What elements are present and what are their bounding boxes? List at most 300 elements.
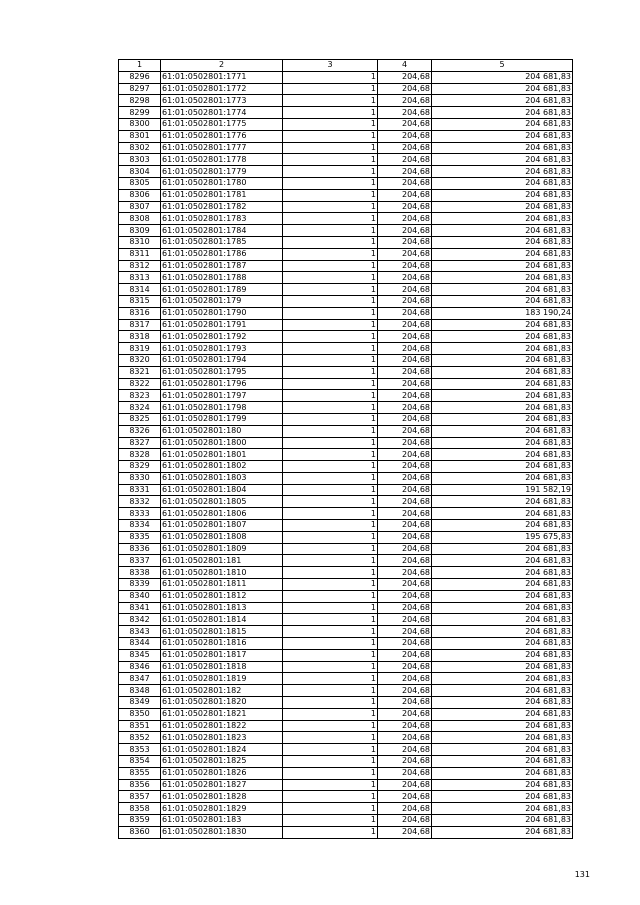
unit-value-cell: 204,68 <box>378 248 432 260</box>
cadastral-number-cell: 61:01:0502801:1810 <box>161 567 283 579</box>
quantity-cell: 1 <box>283 260 378 272</box>
quantity-cell: 1 <box>283 720 378 732</box>
table-row <box>119 744 573 756</box>
total-value-cell: 204 681,83 <box>432 166 573 178</box>
unit-value-cell: 204,68 <box>378 767 432 779</box>
unit-value-cell: 204,68 <box>378 343 432 355</box>
unit-value-cell: 204,68 <box>378 236 432 248</box>
cadastral-number-cell: 61:01:0502801:1782 <box>161 201 283 213</box>
total-value-cell: 204 681,83 <box>432 425 573 437</box>
unit-value-cell: 204,68 <box>378 732 432 744</box>
unit-value-cell: 204,68 <box>378 307 432 319</box>
row-number-cell: 8351 <box>119 720 161 732</box>
cadastral-number-cell: 61:01:0502801:1800 <box>161 437 283 449</box>
quantity-cell: 1 <box>283 756 378 768</box>
total-value-cell: 204 681,83 <box>432 366 573 378</box>
total-value-cell: 204 681,83 <box>432 602 573 614</box>
unit-value-cell: 204,68 <box>378 272 432 284</box>
header-col-1: 1 <box>119 60 161 72</box>
table-row <box>119 413 573 425</box>
cadastral-number-cell: 61:01:0502801:1827 <box>161 779 283 791</box>
quantity-cell: 1 <box>283 732 378 744</box>
row-number-cell: 8296 <box>119 71 161 83</box>
quantity-cell: 1 <box>283 83 378 95</box>
quantity-cell: 1 <box>283 425 378 437</box>
quantity-cell: 1 <box>283 472 378 484</box>
table-row <box>119 402 573 414</box>
total-value-cell: 204 681,83 <box>432 720 573 732</box>
total-value-cell: 204 681,83 <box>432 543 573 555</box>
unit-value-cell: 204,68 <box>378 803 432 815</box>
table-row <box>119 130 573 142</box>
unit-value-cell: 204,68 <box>378 708 432 720</box>
cadastral-number-cell: 61:01:0502801:1797 <box>161 390 283 402</box>
row-number-cell: 8300 <box>119 118 161 130</box>
cadastral-number-cell: 61:01:0502801:1772 <box>161 83 283 95</box>
total-value-cell: 204 681,83 <box>432 343 573 355</box>
total-value-cell: 204 681,83 <box>432 189 573 201</box>
total-value-cell: 204 681,83 <box>432 236 573 248</box>
header-col-2: 2 <box>161 60 283 72</box>
total-value-cell: 204 681,83 <box>432 826 573 838</box>
total-value-cell: 204 681,83 <box>432 461 573 473</box>
row-number-cell: 8331 <box>119 484 161 496</box>
unit-value-cell: 204,68 <box>378 107 432 119</box>
total-value-cell: 204 681,83 <box>432 154 573 166</box>
cadastral-number-cell: 61:01:0502801:1828 <box>161 791 283 803</box>
row-number-cell: 8328 <box>119 449 161 461</box>
total-value-cell: 204 681,83 <box>432 354 573 366</box>
row-number-cell: 8309 <box>119 225 161 237</box>
unit-value-cell: 204,68 <box>378 649 432 661</box>
table-row <box>119 189 573 201</box>
table-row <box>119 95 573 107</box>
row-number-cell: 8329 <box>119 461 161 473</box>
row-number-cell: 8360 <box>119 826 161 838</box>
total-value-cell: 204 681,83 <box>432 248 573 260</box>
cadastral-number-cell: 61:01:0502801:1815 <box>161 626 283 638</box>
quantity-cell: 1 <box>283 166 378 178</box>
table-row <box>119 815 573 827</box>
total-value-cell: 204 681,83 <box>432 437 573 449</box>
quantity-cell: 1 <box>283 437 378 449</box>
register-table <box>118 59 573 839</box>
cadastral-number-cell: 61:01:0502801:1790 <box>161 307 283 319</box>
total-value-cell: 204 681,83 <box>432 295 573 307</box>
total-value-cell: 204 681,83 <box>432 638 573 650</box>
table-row <box>119 531 573 543</box>
table-row <box>119 272 573 284</box>
total-value-cell: 204 681,83 <box>432 555 573 567</box>
table-row <box>119 579 573 591</box>
row-number-cell: 8304 <box>119 166 161 178</box>
row-number-cell: 8336 <box>119 543 161 555</box>
table-row <box>119 484 573 496</box>
quantity-cell: 1 <box>283 661 378 673</box>
total-value-cell: 204 681,83 <box>432 390 573 402</box>
table-row <box>119 461 573 473</box>
quantity-cell: 1 <box>283 449 378 461</box>
table-row <box>119 826 573 838</box>
unit-value-cell: 204,68 <box>378 154 432 166</box>
quantity-cell: 1 <box>283 543 378 555</box>
row-number-cell: 8337 <box>119 555 161 567</box>
row-number-cell: 8344 <box>119 638 161 650</box>
cadastral-number-cell: 61:01:0502801:1806 <box>161 508 283 520</box>
table-row <box>119 166 573 178</box>
cadastral-number-cell: 61:01:0502801:1771 <box>161 71 283 83</box>
unit-value-cell: 204,68 <box>378 295 432 307</box>
quantity-cell: 1 <box>283 154 378 166</box>
quantity-cell: 1 <box>283 118 378 130</box>
cadastral-number-cell: 61:01:0502801:1803 <box>161 472 283 484</box>
unit-value-cell: 204,68 <box>378 201 432 213</box>
unit-value-cell: 204,68 <box>378 555 432 567</box>
quantity-cell: 1 <box>283 626 378 638</box>
quantity-cell: 1 <box>283 142 378 154</box>
row-number-cell: 8326 <box>119 425 161 437</box>
total-value-cell: 204 681,83 <box>432 130 573 142</box>
row-number-cell: 8354 <box>119 756 161 768</box>
cadastral-number-cell: 61:01:0502801:180 <box>161 425 283 437</box>
row-number-cell: 8302 <box>119 142 161 154</box>
row-number-cell: 8308 <box>119 213 161 225</box>
cadastral-number-cell: 61:01:0502801:1826 <box>161 767 283 779</box>
table-row <box>119 366 573 378</box>
quantity-cell: 1 <box>283 461 378 473</box>
row-number-cell: 8333 <box>119 508 161 520</box>
cadastral-number-cell: 61:01:0502801:1780 <box>161 177 283 189</box>
quantity-cell: 1 <box>283 71 378 83</box>
quantity-cell: 1 <box>283 697 378 709</box>
table-row <box>119 708 573 720</box>
unit-value-cell: 204,68 <box>378 142 432 154</box>
cadastral-number-cell: 61:01:0502801:1789 <box>161 284 283 296</box>
unit-value-cell: 204,68 <box>378 260 432 272</box>
row-number-cell: 8341 <box>119 602 161 614</box>
quantity-cell: 1 <box>283 307 378 319</box>
unit-value-cell: 204,68 <box>378 71 432 83</box>
unit-value-cell: 204,68 <box>378 402 432 414</box>
total-value-cell: 204 681,83 <box>432 614 573 626</box>
unit-value-cell: 204,68 <box>378 508 432 520</box>
row-number-cell: 8345 <box>119 649 161 661</box>
unit-value-cell: 204,68 <box>378 437 432 449</box>
table-row <box>119 732 573 744</box>
total-value-cell: 204 681,83 <box>432 815 573 827</box>
unit-value-cell: 204,68 <box>378 130 432 142</box>
quantity-cell: 1 <box>283 343 378 355</box>
unit-value-cell: 204,68 <box>378 543 432 555</box>
unit-value-cell: 204,68 <box>378 756 432 768</box>
table-row <box>119 236 573 248</box>
quantity-cell: 1 <box>283 685 378 697</box>
table-row <box>119 756 573 768</box>
row-number-cell: 8355 <box>119 767 161 779</box>
table-row <box>119 449 573 461</box>
table-row <box>119 213 573 225</box>
cadastral-number-cell: 61:01:0502801:1808 <box>161 531 283 543</box>
total-value-cell: 195 675,83 <box>432 531 573 543</box>
total-value-cell: 204 681,83 <box>432 508 573 520</box>
row-number-cell: 8348 <box>119 685 161 697</box>
quantity-cell: 1 <box>283 295 378 307</box>
quantity-cell: 1 <box>283 331 378 343</box>
row-number-cell: 8310 <box>119 236 161 248</box>
quantity-cell: 1 <box>283 590 378 602</box>
quantity-cell: 1 <box>283 236 378 248</box>
cadastral-number-cell: 61:01:0502801:1777 <box>161 142 283 154</box>
quantity-cell: 1 <box>283 649 378 661</box>
cadastral-number-cell: 61:01:0502801:183 <box>161 815 283 827</box>
table-row <box>119 343 573 355</box>
quantity-cell: 1 <box>283 366 378 378</box>
cadastral-number-cell: 61:01:0502801:1774 <box>161 107 283 119</box>
unit-value-cell: 204,68 <box>378 225 432 237</box>
quantity-cell: 1 <box>283 602 378 614</box>
cadastral-number-cell: 61:01:0502801:1804 <box>161 484 283 496</box>
cadastral-number-cell: 61:01:0502801:1811 <box>161 579 283 591</box>
table-row <box>119 331 573 343</box>
unit-value-cell: 204,68 <box>378 425 432 437</box>
total-value-cell: 204 681,83 <box>432 95 573 107</box>
cadastral-number-cell: 61:01:0502801:181 <box>161 555 283 567</box>
total-value-cell: 204 681,83 <box>432 83 573 95</box>
cadastral-number-cell: 61:01:0502801:1792 <box>161 331 283 343</box>
total-value-cell: 204 681,83 <box>432 649 573 661</box>
total-value-cell: 204 681,83 <box>432 756 573 768</box>
cadastral-number-cell: 61:01:0502801:1812 <box>161 590 283 602</box>
table-row <box>119 496 573 508</box>
header-row <box>119 60 573 72</box>
table-row <box>119 425 573 437</box>
total-value-cell: 204 681,83 <box>432 496 573 508</box>
cadastral-number-cell: 61:01:0502801:1781 <box>161 189 283 201</box>
unit-value-cell: 204,68 <box>378 685 432 697</box>
total-value-cell: 204 681,83 <box>432 779 573 791</box>
quantity-cell: 1 <box>283 555 378 567</box>
unit-value-cell: 204,68 <box>378 638 432 650</box>
row-number-cell: 8343 <box>119 626 161 638</box>
table-row <box>119 626 573 638</box>
row-number-cell: 8352 <box>119 732 161 744</box>
table-row <box>119 602 573 614</box>
cadastral-number-cell: 61:01:0502801:1776 <box>161 130 283 142</box>
quantity-cell: 1 <box>283 272 378 284</box>
row-number-cell: 8325 <box>119 413 161 425</box>
row-number-cell: 8350 <box>119 708 161 720</box>
unit-value-cell: 204,68 <box>378 661 432 673</box>
unit-value-cell: 204,68 <box>378 118 432 130</box>
unit-value-cell: 204,68 <box>378 697 432 709</box>
cadastral-number-cell: 61:01:0502801:1829 <box>161 803 283 815</box>
cadastral-number-cell: 61:01:0502801:1786 <box>161 248 283 260</box>
unit-value-cell: 204,68 <box>378 166 432 178</box>
unit-value-cell: 204,68 <box>378 378 432 390</box>
cadastral-number-cell: 61:01:0502801:182 <box>161 685 283 697</box>
table-row <box>119 649 573 661</box>
quantity-cell: 1 <box>283 531 378 543</box>
quantity-cell: 1 <box>283 567 378 579</box>
quantity-cell: 1 <box>283 708 378 720</box>
total-value-cell: 204 681,83 <box>432 685 573 697</box>
table-row <box>119 567 573 579</box>
cadastral-number-cell: 61:01:0502801:1795 <box>161 366 283 378</box>
total-value-cell: 183 190,24 <box>432 307 573 319</box>
quantity-cell: 1 <box>283 201 378 213</box>
quantity-cell: 1 <box>283 107 378 119</box>
quantity-cell: 1 <box>283 95 378 107</box>
table-row <box>119 248 573 260</box>
table-row <box>119 614 573 626</box>
unit-value-cell: 204,68 <box>378 579 432 591</box>
quantity-cell: 1 <box>283 225 378 237</box>
row-number-cell: 8315 <box>119 295 161 307</box>
row-number-cell: 8358 <box>119 803 161 815</box>
cadastral-number-cell: 61:01:0502801:1796 <box>161 378 283 390</box>
unit-value-cell: 204,68 <box>378 602 432 614</box>
total-value-cell: 204 681,83 <box>432 673 573 685</box>
total-value-cell: 204 681,83 <box>432 118 573 130</box>
unit-value-cell: 204,68 <box>378 284 432 296</box>
row-number-cell: 8307 <box>119 201 161 213</box>
quantity-cell: 1 <box>283 815 378 827</box>
cadastral-number-cell: 61:01:0502801:1813 <box>161 602 283 614</box>
cadastral-number-cell: 61:01:0502801:179 <box>161 295 283 307</box>
quantity-cell: 1 <box>283 791 378 803</box>
unit-value-cell: 204,68 <box>378 472 432 484</box>
unit-value-cell: 204,68 <box>378 366 432 378</box>
total-value-cell: 204 681,83 <box>432 142 573 154</box>
row-number-cell: 8320 <box>119 354 161 366</box>
unit-value-cell: 204,68 <box>378 177 432 189</box>
quantity-cell: 1 <box>283 744 378 756</box>
row-number-cell: 8297 <box>119 83 161 95</box>
total-value-cell: 204 681,83 <box>432 449 573 461</box>
row-number-cell: 8330 <box>119 472 161 484</box>
table-row <box>119 307 573 319</box>
table-row <box>119 154 573 166</box>
header-col-3: 3 <box>283 60 378 72</box>
row-number-cell: 8316 <box>119 307 161 319</box>
total-value-cell: 204 681,83 <box>432 201 573 213</box>
unit-value-cell: 204,68 <box>378 590 432 602</box>
table-header <box>119 60 573 72</box>
total-value-cell: 204 681,83 <box>432 579 573 591</box>
row-number-cell: 8298 <box>119 95 161 107</box>
row-number-cell: 8303 <box>119 154 161 166</box>
total-value-cell: 204 681,83 <box>432 661 573 673</box>
total-value-cell: 204 681,83 <box>432 708 573 720</box>
table-row <box>119 319 573 331</box>
row-number-cell: 8349 <box>119 697 161 709</box>
row-number-cell: 8347 <box>119 673 161 685</box>
header-col-4: 4 <box>378 60 432 72</box>
cadastral-number-cell: 61:01:0502801:1825 <box>161 756 283 768</box>
quantity-cell: 1 <box>283 826 378 838</box>
row-number-cell: 8317 <box>119 319 161 331</box>
unit-value-cell: 204,68 <box>378 567 432 579</box>
quantity-cell: 1 <box>283 579 378 591</box>
cadastral-number-cell: 61:01:0502801:1816 <box>161 638 283 650</box>
cadastral-number-cell: 61:01:0502801:1783 <box>161 213 283 225</box>
quantity-cell: 1 <box>283 803 378 815</box>
unit-value-cell: 204,68 <box>378 95 432 107</box>
unit-value-cell: 204,68 <box>378 744 432 756</box>
unit-value-cell: 204,68 <box>378 614 432 626</box>
row-number-cell: 8340 <box>119 590 161 602</box>
table-row <box>119 472 573 484</box>
unit-value-cell: 204,68 <box>378 791 432 803</box>
total-value-cell: 204 681,83 <box>432 331 573 343</box>
total-value-cell: 204 681,83 <box>432 791 573 803</box>
quantity-cell: 1 <box>283 484 378 496</box>
unit-value-cell: 204,68 <box>378 779 432 791</box>
table-row <box>119 118 573 130</box>
unit-value-cell: 204,68 <box>378 531 432 543</box>
quantity-cell: 1 <box>283 378 378 390</box>
row-number-cell: 8359 <box>119 815 161 827</box>
total-value-cell: 204 681,83 <box>432 177 573 189</box>
table-row <box>119 661 573 673</box>
quantity-cell: 1 <box>283 177 378 189</box>
cadastral-number-cell: 61:01:0502801:1798 <box>161 402 283 414</box>
cadastral-number-cell: 61:01:0502801:1821 <box>161 708 283 720</box>
unit-value-cell: 204,68 <box>378 461 432 473</box>
cadastral-number-cell: 61:01:0502801:1824 <box>161 744 283 756</box>
total-value-cell: 204 681,83 <box>432 767 573 779</box>
unit-value-cell: 204,68 <box>378 331 432 343</box>
row-number-cell: 8342 <box>119 614 161 626</box>
row-number-cell: 8353 <box>119 744 161 756</box>
quantity-cell: 1 <box>283 638 378 650</box>
total-value-cell: 204 681,83 <box>432 272 573 284</box>
unit-value-cell: 204,68 <box>378 826 432 838</box>
row-number-cell: 8306 <box>119 189 161 201</box>
unit-value-cell: 204,68 <box>378 390 432 402</box>
cadastral-number-cell: 61:01:0502801:1791 <box>161 319 283 331</box>
quantity-cell: 1 <box>283 614 378 626</box>
cadastral-number-cell: 61:01:0502801:1773 <box>161 95 283 107</box>
unit-value-cell: 204,68 <box>378 520 432 532</box>
total-value-cell: 204 681,83 <box>432 472 573 484</box>
table-row <box>119 177 573 189</box>
table-row <box>119 767 573 779</box>
cadastral-number-cell: 61:01:0502801:1814 <box>161 614 283 626</box>
table-row <box>119 590 573 602</box>
table-row <box>119 685 573 697</box>
total-value-cell: 204 681,83 <box>432 413 573 425</box>
table-row <box>119 555 573 567</box>
cadastral-number-cell: 61:01:0502801:1823 <box>161 732 283 744</box>
row-number-cell: 8312 <box>119 260 161 272</box>
table-row <box>119 260 573 272</box>
cadastral-number-cell: 61:01:0502801:1807 <box>161 520 283 532</box>
row-number-cell: 8335 <box>119 531 161 543</box>
cadastral-number-cell: 61:01:0502801:1793 <box>161 343 283 355</box>
total-value-cell: 204 681,83 <box>432 402 573 414</box>
page-number: 131 <box>574 870 590 879</box>
row-number-cell: 8356 <box>119 779 161 791</box>
total-value-cell: 204 681,83 <box>432 213 573 225</box>
row-number-cell: 8311 <box>119 248 161 260</box>
cadastral-number-cell: 61:01:0502801:1785 <box>161 236 283 248</box>
row-number-cell: 8321 <box>119 366 161 378</box>
table-row <box>119 779 573 791</box>
row-number-cell: 8318 <box>119 331 161 343</box>
unit-value-cell: 204,68 <box>378 83 432 95</box>
quantity-cell: 1 <box>283 189 378 201</box>
